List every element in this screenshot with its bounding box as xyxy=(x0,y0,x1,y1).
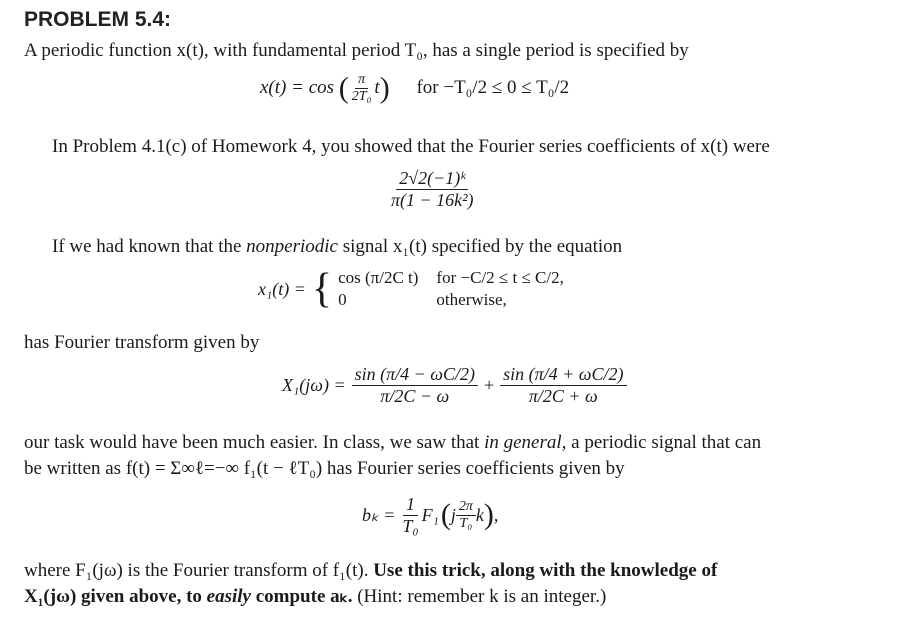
eq4-den: T₀ xyxy=(402,515,419,536)
p6-line2-bold-pre: X₁(jω) given above, to xyxy=(24,586,207,607)
p3-post: signal x₁(t) specified by the equation xyxy=(338,236,623,257)
eq4-arg-num: 2π xyxy=(456,499,476,516)
p5-line1-em: in general xyxy=(484,432,562,453)
intro-text: A periodic function x(t), with fundamental period T₀, has a single period is specified by xyxy=(24,40,689,61)
eq3-t1-den: π/2C − ω xyxy=(380,385,450,406)
equation-x-t: x(t) = cos ( $\frac{\pi}{\text{2T₀}}$ t) for −T₀/2 ≤ 0 ≤ T₀/2 xyxy=(260,71,570,105)
eq4-F: F₁ xyxy=(421,504,439,525)
eq4-num: 1 xyxy=(403,494,418,516)
equation-x1-piecewise: x₁(t) = { cos (π/2C t) for −C/2 ≤ t ≤ C/2, 0 otherwise, xyxy=(258,266,564,312)
eq4-lhs: bₖ = xyxy=(362,504,396,525)
eq3-t2-den: π/2C + ω xyxy=(528,385,598,406)
p3-pre: If we had known that the xyxy=(52,236,247,257)
eq4-arg-post: k xyxy=(475,504,484,525)
eq4-arg-den: T₀ xyxy=(459,515,473,531)
eq3-lhs: X₁(jω) = xyxy=(282,374,346,395)
eq3-plus: + xyxy=(483,374,495,395)
eq4-arg-pre: j xyxy=(450,504,456,525)
eq2-case1-condition: for −C/2 ≤ t ≤ C/2, xyxy=(436,268,564,287)
p6-line1-pre: where F₁(jω) is the Fourier transform of f₁(t). xyxy=(24,560,374,581)
eq3-t1-num: sin (π/4 − ωC/2) xyxy=(352,364,478,386)
eq1-lhs: x(t) = cos xyxy=(260,76,335,98)
eq3-t2-num: sin (π/4 + ωC/2) xyxy=(500,364,626,386)
paragraph-homework: In Problem 4.1(c) of Homework 4, you showed that the Fourier series coefficients of x(t) were xyxy=(52,136,770,157)
eq1-condition: for −T₀/2 ≤ 0 ≤ T₀/2 xyxy=(416,76,570,98)
paragraph-general-line1 xyxy=(24,432,761,454)
coef-num: 2√2(−1)ᵏ xyxy=(396,168,468,190)
problem-title: PROBLEM 5.4: xyxy=(24,8,172,31)
eq1-den: 2T₀ xyxy=(351,89,372,105)
p5-line1-post: , a periodic signal that can xyxy=(561,432,762,453)
p3-em: nonperiodic xyxy=(246,236,338,257)
equation-coefficients xyxy=(388,168,477,210)
eq1-num: π xyxy=(355,72,368,89)
p6-line1-bold: Use this trick, along with the knowledge of xyxy=(373,560,718,581)
eq1-var: t xyxy=(374,76,380,98)
equation-bk: bₖ = $\frac{1}{\text{T₀}}$ F₁ ( j $\frac{2\pi}{\text{T₀}}$ k ) , xyxy=(362,494,499,536)
eq2-lhs: x₁(t) = xyxy=(258,278,306,299)
eq2-case1-value: cos (π/2C t) xyxy=(338,268,419,287)
p5-line1-pre: our task would have been much easier. In class, we saw that xyxy=(24,432,485,453)
eq2-case2-value: 0 xyxy=(338,290,347,309)
paragraph-nonperiodic xyxy=(52,236,622,258)
coef-den: π(1 − 16k²) xyxy=(391,189,474,210)
eq2-case2-condition: otherwise, xyxy=(436,290,507,309)
p6-line2-bold-post: compute aₖ. xyxy=(250,586,353,607)
eq4-tail: , xyxy=(493,504,499,525)
eq1-fraction xyxy=(349,72,375,105)
p6-line2-hint: (Hint: remember k is an integer.) xyxy=(352,586,607,607)
paragraph-trick-line2 xyxy=(24,585,606,608)
p6-line2-bold-em: easily xyxy=(206,586,251,607)
paragraph-fourier-transform: has Fourier transform given by xyxy=(24,332,260,353)
paragraph-trick-line1 xyxy=(24,560,717,582)
equation-X1 xyxy=(282,364,627,406)
paragraph-general-line2: be written as f(t) = Σ∞ℓ=−∞ f₁(t − ℓT₀) has Fourier series coefficients given by xyxy=(24,458,625,479)
